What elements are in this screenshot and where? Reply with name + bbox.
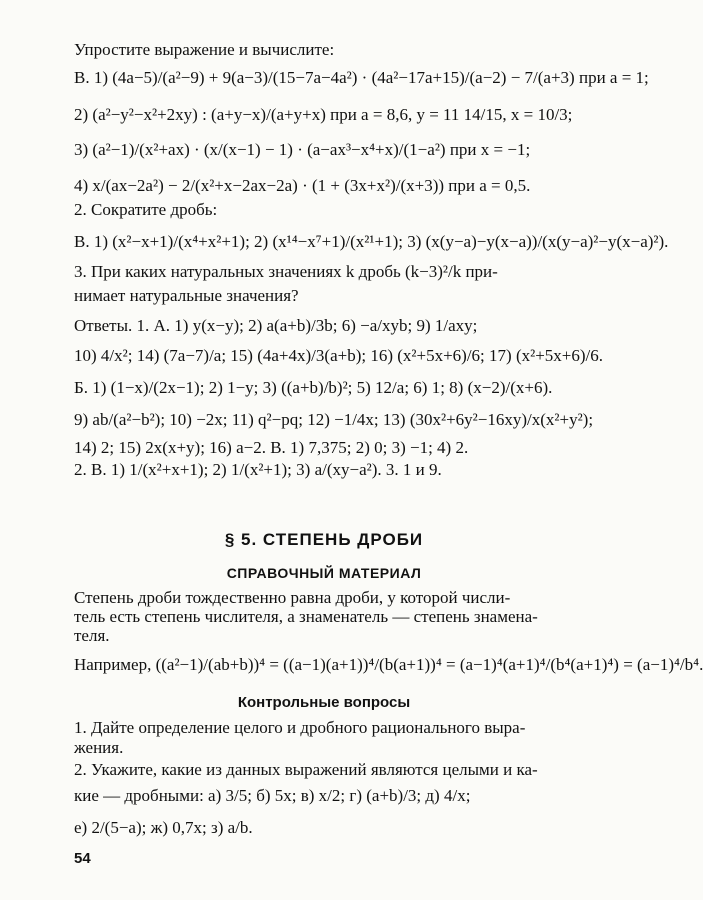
- reference-title: СПРАВОЧНЫЙ МАТЕРИАЛ: [226, 565, 422, 581]
- question-3-line1: 3. При каких натуральных значениях k дробь (k−3)²/k при-: [74, 262, 498, 281]
- problem-v1: В. 1) (4a−5)/(a²−9) + 9(a−3)/(15−7a−4a²) · (4a²−17a+15)/(a−2) − 7/(a+3) при a = 1;: [74, 68, 649, 87]
- reference-text-2: тель есть степень числителя, а знаменатель — степень знамена-: [74, 607, 538, 626]
- section-title: § 5. СТЕПЕНЬ ДРОБИ: [224, 530, 424, 549]
- control-question-1a: 1. Дайте определение целого и дробного рационального выра-: [74, 718, 526, 737]
- answers-line-6: 2. В. 1) 1/(x²+x+1); 2) 1/(x²+1); 3) a/(xy−a²). 3. 1 и 9.: [74, 460, 442, 479]
- example-line: Например, ((a²−1)/(ab+b))⁴ = ((a−1)(a+1))⁴/(b(a+1))⁴ = (a−1)⁴(a+1)⁴/(b⁴(a+1)⁴) = (a−1)⁴/b⁴.: [74, 655, 703, 674]
- control-title: Контрольные вопросы: [237, 694, 411, 711]
- reduce-title: 2. Сократите дробь:: [74, 200, 218, 219]
- control-question-2c: е) 2/(5−a); ж) 0,7x; з) a/b.: [74, 818, 253, 837]
- reference-text-1: Степень дроби тождественно равна дроби, у которой числи-: [74, 588, 511, 607]
- control-question-1b: жения.: [74, 738, 124, 757]
- problem-v4: 4) x/(ax−2a²) − 2/(x²+x−2ax−2a) · (1 + (3x+x²)/(x+3)) при a = 0,5.: [74, 176, 531, 195]
- problem-v3: 3) (a²−1)/(x²+ax) · (x/(x−1) − 1) · (a−ax³−x⁴+x)/(1−a²) при x = −1;: [74, 140, 531, 159]
- control-question-2a: 2. Укажите, какие из данных выражений являются целыми и ка-: [74, 760, 538, 779]
- question-3-line2: нимает натуральные значения?: [74, 286, 299, 305]
- answers-line-4: 9) ab/(a²−b²); 10) −2x; 11) q²−pq; 12) −1/4x; 13) (30x²+6y²−16xy)/x(x²+y²);: [74, 410, 594, 429]
- answers-line-5: 14) 2; 15) 2x(x+y); 16) a−2. В. 1) 7,375; 2) 0; 3) −1; 4) 2.: [74, 438, 469, 457]
- control-question-2b: кие — дробными: а) 3/5; б) 5x; в) x/2; г) (a+b)/3; д) 4/x;: [74, 786, 471, 805]
- reduce-line: В. 1) (x²−x+1)/(x⁴+x²+1); 2) (x¹⁴−x⁷+1)/(x²¹+1); 3) (x(y−a)−y(x−a))/(x(y−a)²−y(x−a)²).: [74, 232, 669, 251]
- problem-v2: 2) (a²−y²−x²+2xy) : (a+y−x)/(a+y+x) при a = 8,6, y = 11 14/15, x = 10/3;: [74, 105, 573, 124]
- answers-line-2: 10) 4/x²; 14) (7a−7)/a; 15) (4a+4x)/3(a+b); 16) (x²+5x+6)/6; 17) (x²+5x+6)/6.: [74, 346, 604, 365]
- answers-line-3: Б. 1) (1−x)/(2x−1); 2) 1−y; 3) ((a+b)/b)²; 5) 12/a; 6) 1; 8) (x−2)/(x+6).: [74, 378, 553, 397]
- simplify-title: Упростите выражение и вычислите:: [74, 40, 335, 59]
- page-number: 54: [74, 850, 91, 867]
- reference-text-3: теля.: [74, 626, 110, 645]
- answers-line-1: Ответы. 1. А. 1) y(x−y); 2) a(a+b)/3b; 6) −a/xyb; 9) 1/axy;: [74, 316, 478, 335]
